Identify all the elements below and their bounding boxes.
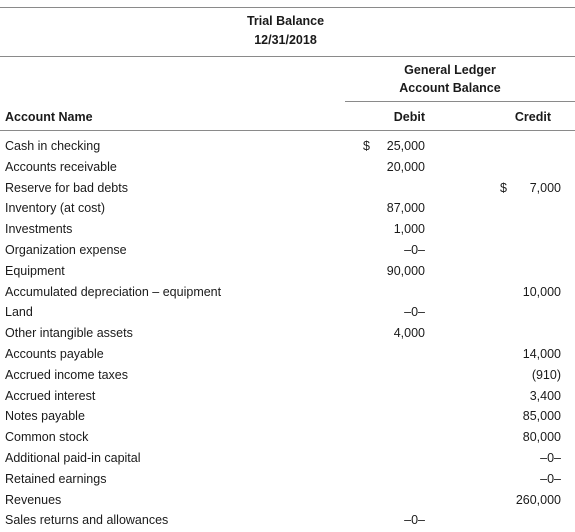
title-rule [0, 56, 575, 57]
account-name-cell: Retained earnings [5, 471, 107, 486]
table-row [0, 240, 575, 261]
table-row [0, 365, 575, 386]
debit-cell: 25,000 [386, 139, 425, 153]
document-date: 12/31/2018 [254, 33, 317, 47]
account-name-cell: Common stock [5, 430, 89, 445]
table-row [0, 261, 575, 282]
credit-cell: 85,000 [522, 409, 561, 424]
credit-header: Credit [514, 110, 551, 124]
credit-cell: 260,000 [515, 492, 561, 507]
table-row [0, 302, 575, 323]
account-name-cell: Additional paid-in capital [5, 450, 141, 465]
table-row [0, 469, 575, 490]
debit-cell: –0– [404, 305, 425, 320]
table-row [0, 427, 575, 448]
debit-header: Debit [393, 110, 425, 124]
credit-cell: 14,000 [522, 346, 561, 361]
credit-cell: 80,000 [522, 430, 561, 445]
debit-cell: 1,000 [393, 222, 425, 237]
table-row [0, 344, 575, 365]
document-title: Trial Balance [246, 14, 325, 28]
table-row [0, 386, 575, 407]
debit-cell: 4,000 [393, 326, 425, 341]
account-name-cell: Notes payable [5, 409, 85, 424]
account-balance-heading: Account Balance [399, 81, 501, 95]
table-row [0, 282, 575, 303]
debit-cell: 20,000 [386, 159, 425, 174]
trial-balance-table [0, 136, 575, 531]
account-name-cell: Accumulated depreciation – equipment [5, 284, 222, 299]
top-rule [0, 7, 575, 8]
account-name-cell: Equipment [5, 263, 65, 278]
table-row [0, 406, 575, 427]
dollar-sign: $ [500, 180, 507, 195]
dollar-sign: $ [363, 139, 370, 153]
table-row [0, 219, 575, 240]
account-name-cell: Inventory (at cost) [5, 201, 106, 216]
debit-cell: –0– [404, 513, 425, 528]
account-name-cell: Land [5, 305, 33, 320]
account-name-cell: Accrued interest [5, 388, 96, 403]
account-name-header: Account Name [5, 110, 93, 124]
account-name-cell: Other intangible assets [5, 326, 133, 341]
table-row [0, 157, 575, 178]
credit-cell: 10,000 [522, 284, 561, 299]
credit-cell: 7,000 [529, 180, 561, 195]
table-row [0, 136, 575, 157]
debit-cell: 90,000 [386, 263, 425, 278]
account-name-cell: Cash in checking [5, 139, 101, 153]
credit-cell: –0– [540, 450, 561, 465]
account-name-cell: Accounts receivable [5, 159, 117, 174]
header-rule [0, 130, 575, 131]
account-name-cell: Sales returns and allowances [5, 513, 169, 528]
credit-cell: 3,400 [529, 388, 561, 403]
account-name-cell: Revenues [5, 492, 62, 507]
general-ledger-rule [345, 101, 575, 102]
account-name-cell: Reserve for bad debts [5, 180, 128, 195]
account-name-cell: Organization expense [5, 242, 127, 257]
credit-cell: (910) [531, 367, 561, 382]
account-name-cell: Investments [5, 222, 73, 237]
table-row [0, 490, 575, 511]
credit-cell: –0– [540, 471, 561, 486]
general-ledger-heading: General Ledger [404, 63, 496, 77]
account-name-cell: Accrued income taxes [5, 367, 128, 382]
table-row [0, 323, 575, 344]
debit-cell: 87,000 [386, 201, 425, 216]
table-row [0, 178, 575, 199]
table-row [0, 448, 575, 469]
table-row [0, 510, 575, 531]
debit-cell: –0– [404, 242, 425, 257]
table-row [0, 198, 575, 219]
account-name-cell: Accounts payable [5, 346, 104, 361]
